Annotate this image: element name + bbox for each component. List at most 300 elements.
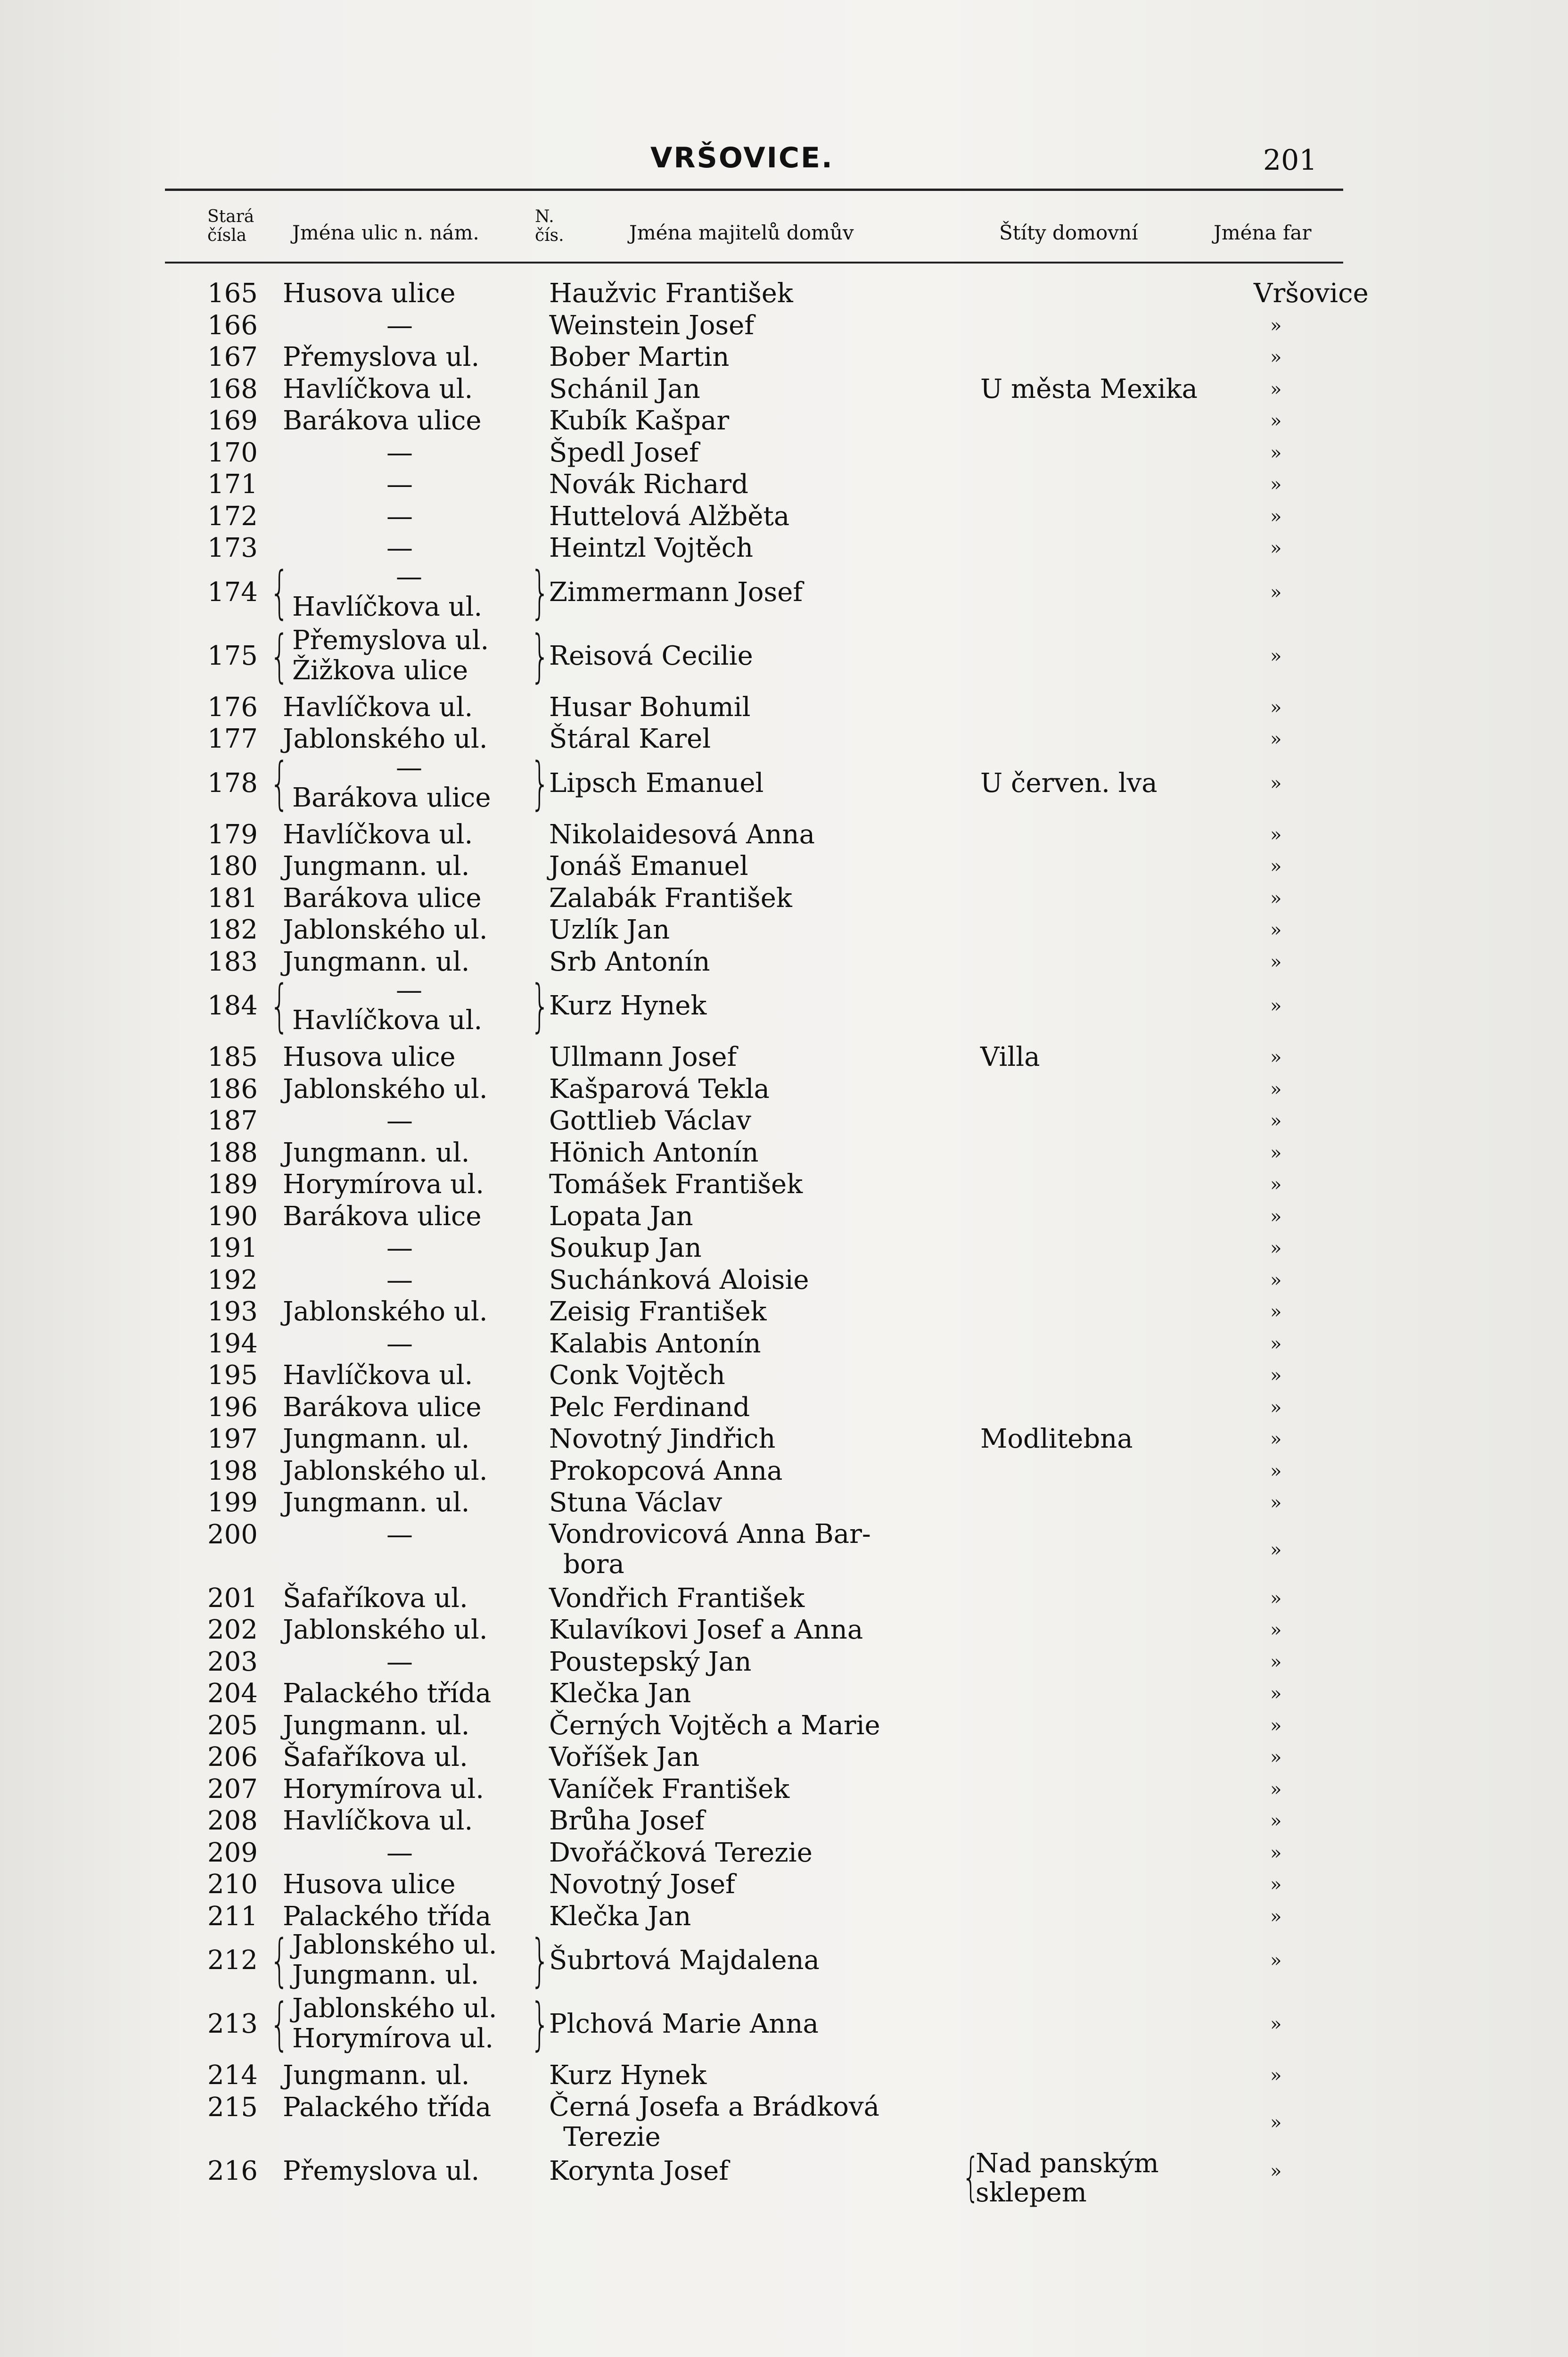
owner-name: Haužvic František: [549, 278, 793, 309]
parish-name: »: [1270, 1142, 1282, 1164]
old-number: 168: [207, 373, 258, 404]
old-number: 179: [207, 819, 258, 850]
table-row: [0, 1678, 1568, 1709]
table-row: [0, 1583, 1568, 1614]
old-number: 206: [207, 1742, 258, 1772]
old-number: 185: [207, 1042, 258, 1072]
column-header-signs: Štíty domovní: [999, 221, 1138, 244]
parish-name: »: [1270, 1950, 1282, 1971]
old-number: 203: [207, 1646, 258, 1677]
parish-name: »: [1270, 346, 1282, 368]
parish-name: »: [1270, 1110, 1282, 1132]
old-number: 190: [207, 1201, 258, 1232]
owner-name: Novák Richard: [549, 469, 748, 500]
street-name: —: [386, 533, 413, 563]
owner-name: Suchánková Aloisie: [549, 1264, 809, 1295]
old-number: 166: [207, 310, 258, 341]
table-row: [0, 947, 1568, 978]
table-row: [0, 1742, 1568, 1773]
owner-name: Huttelová Alžběta: [549, 501, 790, 532]
owner-name: Bober Martin: [549, 342, 730, 372]
old-number: 204: [207, 1678, 258, 1709]
street-name: —: [396, 561, 422, 592]
street-name: —: [386, 1233, 413, 1263]
old-number: 178: [207, 767, 258, 799]
house-sign: Modlitebna: [980, 1424, 1133, 1454]
street-name: Husova ulice: [283, 1869, 456, 1900]
old-number: 210: [207, 1869, 258, 1900]
owner-name: Klečka Jan: [549, 1678, 691, 1709]
owner-name: Soukup Jan: [549, 1233, 702, 1263]
table-row: [0, 2091, 1568, 2152]
street-name: Jablonského ul.: [283, 724, 488, 754]
brace-right: }: [530, 560, 550, 626]
owner-name: Lopata Jan: [549, 1201, 693, 1232]
owner-name: Klečka Jan: [549, 1901, 691, 1932]
street-name: Barákova ulice: [283, 1201, 482, 1232]
street-name: Jungmann. ul.: [283, 1487, 470, 1518]
parish-name: »: [1270, 1365, 1282, 1386]
table-row: [0, 1233, 1568, 1264]
street-name: —: [386, 1105, 413, 1136]
table-row: [0, 1992, 1568, 2057]
parish-name: »: [1270, 1301, 1282, 1323]
table-row: [0, 1456, 1568, 1487]
street-name: Jungmann. ul.: [292, 1960, 479, 1990]
parish-name: »: [1270, 581, 1282, 603]
table-row: [0, 310, 1568, 341]
owner-name: Reisová Cecilie: [549, 640, 753, 671]
house-sign: Nad panským: [976, 2148, 1159, 2179]
street-name: Havlíčkova ul.: [283, 373, 473, 404]
old-number: 214: [207, 2060, 258, 2091]
header-rule: [165, 189, 1343, 191]
column-header-owners: Jména majitelů domův: [629, 221, 854, 244]
street-name: Palackého třída: [283, 1678, 492, 1709]
street-name: —: [396, 975, 422, 1005]
street-name: Havlíčkova ul.: [283, 1805, 473, 1836]
parish-name: »: [1270, 410, 1282, 432]
parish-name: »: [1270, 1047, 1282, 1068]
street-name: Horymírova ul.: [283, 1169, 484, 1200]
owner-name: Tomášek František: [549, 1169, 803, 1200]
old-number: 173: [207, 533, 258, 563]
parish-name: Vršovice: [1254, 278, 1369, 309]
street-name: —: [386, 501, 413, 532]
old-number: 170: [207, 437, 258, 468]
owner-name: Weinstein Josef: [549, 310, 755, 341]
old-number: 215: [207, 2092, 258, 2123]
parish-name: »: [1270, 1237, 1282, 1259]
brace-right: }: [530, 1928, 550, 1994]
street-name: Husova ulice: [283, 1042, 456, 1072]
parish-name: »: [1270, 728, 1282, 750]
street-name: —: [386, 1646, 413, 1677]
owner-name: Dvořáčková Terezie: [549, 1837, 813, 1868]
parish-name: »: [1270, 1492, 1282, 1514]
street-name: Jablonského ul.: [283, 1615, 488, 1645]
old-number: 212: [207, 1945, 258, 1976]
owner-name: Poustерský Jan: [549, 1646, 752, 1677]
owner-name: Ullmann Josef: [549, 1042, 737, 1072]
street-name: Jablonského ul.: [292, 1993, 497, 2024]
owner-name: Zeisig František: [549, 1296, 767, 1327]
owner-name: Voříšek Jan: [549, 1742, 700, 1772]
old-number: 213: [207, 2009, 258, 2039]
table-row: [0, 1615, 1568, 1646]
parish-name: »: [1270, 1842, 1282, 1864]
street-name: Havlíčkova ul.: [283, 692, 473, 723]
street-name: —: [386, 1837, 413, 1868]
street-name: Horymírova ul.: [292, 2023, 494, 2054]
old-number: 194: [207, 1328, 258, 1359]
parish-name: »: [1270, 474, 1282, 495]
column-header-parish: Jména far: [1214, 221, 1312, 244]
street-name: Horymírova ul.: [283, 1773, 484, 1805]
owner-name: Černá Josefa a Brádková: [549, 2091, 879, 2122]
parish-name: »: [1270, 1269, 1282, 1291]
column-header-old-number-line: Stará: [207, 207, 254, 226]
page-number: 201: [1263, 144, 1317, 177]
table-row: [0, 1487, 1568, 1518]
old-number: 198: [207, 1455, 258, 1486]
owner-name: Černých Vojtěch a Marie: [549, 1710, 880, 1741]
owner-name: Novotný Jindřich: [549, 1424, 776, 1454]
owner-name: Terezie: [563, 2121, 661, 2152]
owner-name: Conk Vojtěch: [549, 1360, 725, 1391]
old-number: 202: [207, 1615, 258, 1645]
old-number: 193: [207, 1296, 258, 1327]
table-row: [0, 1424, 1568, 1455]
old-number: 216: [207, 2155, 258, 2186]
street-name: Husova ulice: [283, 278, 456, 309]
brace-left: {: [270, 750, 290, 816]
parish-name: »: [1270, 1714, 1282, 1737]
parish-name: »: [1270, 1587, 1282, 1609]
old-number: 191: [207, 1233, 258, 1263]
street-name: —: [386, 1328, 413, 1359]
street-name: Havlíčkova ul.: [292, 591, 483, 622]
parish-name: »: [1270, 1539, 1282, 1561]
owner-name: Vaníček František: [549, 1773, 790, 1805]
old-number: 183: [207, 946, 258, 977]
parish-name: »: [1270, 1747, 1282, 1768]
brace-left: {: [961, 2146, 980, 2207]
owner-group: [549, 2092, 879, 2152]
table-row: [0, 1074, 1568, 1105]
street-name: Jablonského ul.: [283, 915, 488, 945]
parish-name: »: [1270, 1778, 1282, 1800]
old-number: 201: [207, 1582, 258, 1614]
table-row: [0, 1392, 1568, 1423]
old-number: 171: [207, 469, 258, 500]
table-row: [0, 724, 1568, 755]
parish-name: »: [1270, 1460, 1282, 1482]
parish-name: »: [1270, 1428, 1282, 1450]
table-row: [0, 2060, 1568, 2091]
owner-name: Lipsch Emanuel: [549, 767, 764, 799]
old-number: 172: [207, 501, 258, 532]
street-name: Přemyslova ul.: [283, 342, 480, 372]
old-number: 174: [207, 577, 258, 608]
table-row: [0, 883, 1568, 914]
table-row: [0, 1774, 1568, 1805]
old-number: 196: [207, 1392, 258, 1423]
house-sign: U červen. lva: [980, 767, 1158, 799]
old-number: 177: [207, 724, 258, 754]
parish-name: »: [1270, 856, 1282, 877]
parish-name: »: [1270, 824, 1282, 846]
parish-name: »: [1270, 1396, 1282, 1418]
street-name: Palackého třída: [283, 1901, 492, 1932]
table-row: [0, 1328, 1568, 1360]
house-sign-group: [976, 2149, 1159, 2208]
table-row: [0, 1105, 1568, 1137]
old-number: 199: [207, 1487, 258, 1518]
street-name: Žižkova ulice: [292, 655, 468, 686]
parish-name: »: [1270, 696, 1282, 718]
owner-name: Korynta Josef: [549, 2155, 729, 2186]
column-header-rule: [165, 262, 1343, 264]
old-number: 184: [207, 990, 258, 1021]
table-row: [0, 501, 1568, 532]
table-row: [0, 1805, 1568, 1837]
owner-name: Brůha Josef: [549, 1805, 705, 1836]
parish-name: »: [1270, 505, 1282, 527]
old-number: 197: [207, 1424, 258, 1454]
parish-name: »: [1270, 1078, 1282, 1100]
old-number: 186: [207, 1073, 258, 1104]
street-name: Jungmann. ul.: [283, 1137, 470, 1168]
owner-name: Stuna Václav: [549, 1487, 722, 1518]
brace-right: }: [530, 623, 550, 689]
owner-name: Vondrovicová Anna Bar-: [549, 1518, 871, 1549]
old-number: 207: [207, 1773, 258, 1805]
column-header-new-number-line: čís.: [535, 226, 564, 245]
street-group: [292, 753, 491, 813]
parish-name: »: [1270, 537, 1282, 559]
owner-name: Gottlieb Václav: [549, 1105, 752, 1136]
column-header-new-number: [535, 207, 564, 245]
old-number: 192: [207, 1264, 258, 1295]
owner-name: Kurz Hynek: [549, 2060, 707, 2091]
old-number: 176: [207, 692, 258, 723]
table-row: [0, 692, 1568, 723]
table-row: [0, 533, 1568, 564]
old-number: 209: [207, 1837, 258, 1868]
street-name: Jablonského ul.: [283, 1073, 488, 1104]
parish-name: »: [1270, 1619, 1282, 1641]
old-number: 175: [207, 640, 258, 671]
table-row: [0, 1360, 1568, 1391]
old-number: 188: [207, 1137, 258, 1168]
table-row: [0, 437, 1568, 469]
parish-name: »: [1270, 314, 1282, 337]
table-row: [0, 1137, 1568, 1169]
owner-name: Schánil Jan: [549, 373, 700, 404]
street-name: Šafaříkova ul.: [283, 1742, 468, 1772]
parish-name: »: [1270, 378, 1282, 400]
street-name: —: [386, 1264, 413, 1295]
owner-name: Zimmermann Josef: [549, 577, 803, 608]
column-header-new-number-line: N.: [535, 207, 554, 226]
column-header-street: Jména ulic n. nám.: [292, 221, 479, 244]
old-number: 211: [207, 1901, 258, 1932]
owner-name: Plchová Marie Anna: [549, 2009, 819, 2039]
street-group: [292, 562, 482, 622]
brace-left: {: [270, 623, 290, 689]
brace-left: {: [270, 973, 290, 1039]
table-row: [0, 278, 1568, 309]
table-row: [0, 1869, 1568, 1900]
street-name: Barákova ulice: [283, 1392, 482, 1423]
table-row: [0, 1201, 1568, 1232]
table-row: [0, 1901, 1568, 1932]
house-sign: sklepem: [976, 2177, 1087, 2208]
old-number: 182: [207, 915, 258, 945]
old-number: 167: [207, 342, 258, 372]
street-name: Jungmann. ul.: [283, 1710, 470, 1741]
owner-name: Šubrtová Majdalena: [549, 1945, 820, 1976]
street-name: —: [386, 437, 413, 468]
table-row: [0, 851, 1568, 882]
street-name: Havlíčkova ul.: [283, 819, 473, 850]
parish-name: »: [1270, 442, 1282, 464]
brace-right: }: [530, 973, 550, 1039]
street-group: [292, 1930, 497, 1990]
parish-name: »: [1270, 1205, 1282, 1228]
street-name: Barákova ulice: [283, 405, 482, 436]
table-row: [0, 560, 1568, 626]
column-header-old-number: [207, 207, 254, 245]
street-name: Jungmann. ul.: [283, 851, 470, 882]
table-row: [0, 1169, 1568, 1200]
street-name: Barákova ulice: [283, 882, 482, 914]
old-number: 205: [207, 1710, 258, 1741]
house-sign: U města Mexika: [980, 373, 1198, 404]
old-number: 169: [207, 405, 258, 436]
brace-left: {: [270, 1992, 290, 2057]
owner-name: Vondřich František: [549, 1582, 805, 1614]
parish-name: »: [1270, 645, 1282, 667]
owner-name: Štáral Karel: [549, 724, 711, 754]
table-row: [0, 1042, 1568, 1073]
parish-name: »: [1270, 951, 1282, 973]
owner-name: bora: [563, 1549, 624, 1580]
column-header-old-number-line: čísla: [207, 226, 247, 245]
table-row: [0, 405, 1568, 437]
owner-name: Uzlík Jan: [549, 915, 670, 945]
street-name: —: [386, 1519, 413, 1550]
table-row: [0, 1838, 1568, 1869]
table-row: [0, 374, 1568, 405]
house-sign: Villa: [980, 1042, 1040, 1072]
street-name: Barákova ulice: [292, 782, 491, 813]
street-name: Palackého třída: [283, 2092, 492, 2123]
owner-group: [549, 1519, 871, 1580]
page-title: VRŠOVICE.: [650, 141, 834, 174]
table-row: [0, 915, 1568, 946]
street-name: Havlíčkova ul.: [292, 1005, 483, 1036]
parish-name: »: [1270, 2013, 1282, 2035]
old-number: 189: [207, 1169, 258, 1200]
street-name: —: [386, 310, 413, 341]
table-row: [0, 623, 1568, 689]
owner-name: Novotný Josef: [549, 1869, 735, 1900]
street-name: Jablonského ul.: [292, 1929, 497, 1960]
parish-name: »: [1270, 1810, 1282, 1832]
owner-name: Pelc Ferdinand: [549, 1392, 750, 1423]
parish-name: »: [1270, 995, 1282, 1017]
street-name: Šafaříkova ul.: [283, 1582, 468, 1614]
parish-name: »: [1270, 1683, 1282, 1705]
street-name: —: [386, 469, 413, 500]
table-row: [0, 750, 1568, 816]
street-name: Přemyslova ul.: [283, 2155, 480, 2186]
old-number: 181: [207, 882, 258, 914]
parish-name: »: [1270, 2065, 1282, 2086]
parish-name: »: [1270, 2160, 1282, 2182]
parish-name: »: [1270, 1651, 1282, 1673]
table-row: [0, 1296, 1568, 1327]
owner-name: Kurz Hynek: [549, 990, 707, 1021]
old-number: 208: [207, 1805, 258, 1836]
owner-name: Jonáš Emanuel: [549, 851, 748, 882]
street-group: [292, 1994, 497, 2054]
parish-name: »: [1270, 2111, 1282, 2134]
street-name: Jungmann. ul.: [283, 2060, 470, 2091]
owner-name: Nikolaidesová Anna: [549, 819, 815, 850]
street-name: Jablonského ul.: [283, 1296, 488, 1327]
table-row: [0, 1265, 1568, 1296]
brace-left: {: [270, 1928, 290, 1994]
old-number: 180: [207, 851, 258, 882]
table-row: [0, 469, 1568, 500]
parish-name: »: [1270, 772, 1282, 794]
street-name: Přemyslova ul.: [292, 625, 489, 656]
old-number: 195: [207, 1360, 258, 1391]
street-name: Jungmann. ul.: [283, 1424, 470, 1454]
parish-name: »: [1270, 1874, 1282, 1895]
old-number: 200: [207, 1519, 258, 1550]
owner-name: Špedl Josef: [549, 437, 699, 468]
table-row: [0, 1928, 1568, 1994]
owner-name: Zalabák František: [549, 882, 792, 914]
table-row: [0, 1647, 1568, 1678]
brace-left: {: [270, 560, 290, 626]
owner-name: Kulavíkovi Josef a Anna: [549, 1615, 863, 1645]
owner-name: Kalabis Antonín: [549, 1328, 761, 1359]
parish-name: »: [1270, 1333, 1282, 1355]
brace-right: }: [530, 1992, 550, 2057]
table-row: [0, 1710, 1568, 1741]
owner-name: Srb Antonín: [549, 946, 710, 977]
street-name: Havlíčkova ul.: [283, 1360, 473, 1391]
table-row: [0, 1518, 1568, 1580]
street-name: Jungmann. ul.: [283, 946, 470, 977]
parish-name: »: [1270, 1174, 1282, 1195]
old-number: 165: [207, 278, 258, 309]
street-group: [292, 975, 482, 1036]
table-row: [0, 819, 1568, 850]
parish-name: »: [1270, 919, 1282, 941]
table-row: [0, 973, 1568, 1039]
owner-name: Heintzl Vojtěch: [549, 533, 754, 563]
street-group: [292, 626, 489, 686]
owner-name: Husar Bohumil: [549, 692, 751, 723]
table-row: [0, 342, 1568, 373]
parish-name: »: [1270, 887, 1282, 909]
